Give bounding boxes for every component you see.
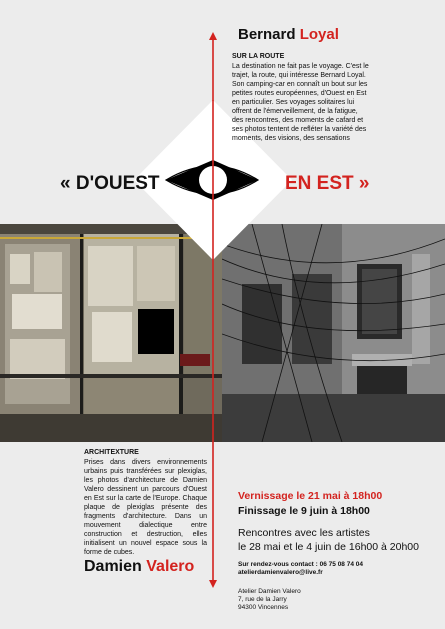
vernissage: Vernissage le 21 mai à 18h00 <box>238 490 383 502</box>
atelier-name: Atelier Damien Valero <box>238 588 301 595</box>
bottom-section-title: ARCHITEXTURE <box>84 449 139 456</box>
bottom-artist-text: Prises dans divers environnements urbains puis transférées sur plexiglas, les photos d'architecture de Damien Valero dessinent un parcours d'Ouest en Est sur la carte de l'Europe. Chaque plaque de plexiglas présente des fragments d'architecture. Dans un mouvement dialectique entre construction et destruction, elles initialisent un nouvel espace sous la forme de cubes. <box>84 459 207 556</box>
finissage: Finissage le 9 juin à 18h00 <box>238 505 370 517</box>
email[interactable]: atelierdamienvalero@live.fr <box>238 569 323 576</box>
rdv-contact: Sur rendez-vous contact : 06 75 08 74 04 <box>238 561 363 568</box>
top-artist-first-name: Bernard <box>238 26 296 43</box>
bottom-artist-first-name: Damien <box>84 558 142 575</box>
atelier-street: 7, rue de la Jarry <box>238 596 287 603</box>
top-section-title: SUR LA ROUTE <box>232 53 285 60</box>
bottom-artist-last-name: Valero <box>146 558 195 575</box>
rencontres-line2: le 28 mai et le 4 juin de 16h00 à 20h00 <box>238 541 419 553</box>
title-right: EN EST » <box>285 173 370 194</box>
rencontres-line1: Rencontres avec les artistes <box>238 527 370 539</box>
top-artist-last-name: Loyal <box>299 26 339 43</box>
bottom-artist-name <box>84 558 194 576</box>
title-left: « D'OUEST <box>60 173 160 194</box>
top-artist-text: La destination ne fait pas le voyage. C'est le trajet, la route, qui intéresse Bernard Loyal. Son camping-car en connaît un bout sur les petites routes européennes, d'Ouest en Est en particulier. Ses voyages solitaires lui offrent de l'émerveillement, de la fatigue, des rencontres, des moments de cafard et ses photos tentent de refléter la variété des moments, des visions, des sensations <box>232 63 369 142</box>
atelier-city: 94300 Vincennes <box>238 604 289 611</box>
top-artist-name <box>238 26 339 43</box>
